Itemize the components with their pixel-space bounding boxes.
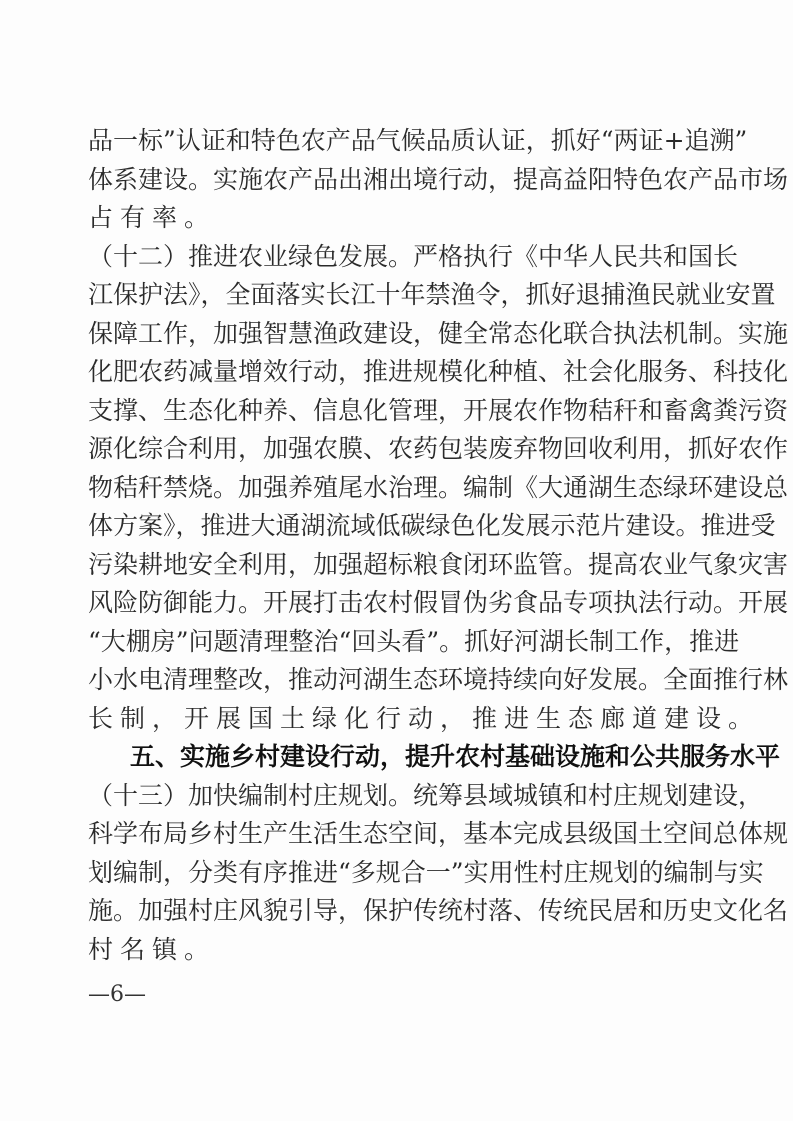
paragraph-line: 体方案》，推进大通湖流域低碳绿色化发展示范片建设。推进受: [88, 511, 776, 540]
paragraph-line: 保障工作，加强智慧渔政建设，健全常态化联合执法机制。实施: [88, 318, 789, 348]
paragraph-line: 划编制，分类有序推进“多规合一”实用性村庄规划的编制与实: [88, 857, 764, 887]
paragraph-line: 源化综合利用，加强农膜、农药包装废弃物回收利用，抓好农作: [88, 434, 789, 463]
section-heading: 五、实施乡村建设行动，提升农村基础设施和公共服务水平: [130, 742, 781, 771]
document-body: [88, 122, 789, 969]
paragraph-line: 品一标”认证和特色农产品气候品质认证，抓好“两证+追溯”: [88, 126, 748, 155]
paragraph-line: 江保护法》，全面落实长江十年禁渔令，抓好退捕渔民就业安置: [88, 280, 776, 309]
paragraph-line: 村名镇。: [88, 934, 217, 964]
paragraph-line: 物秸秆禁烧。加强养殖尾水治理。编制《大通湖生态绿环建设总: [88, 472, 789, 502]
paragraph-line: 小水电清理整改，推动河湖生态环境持续向好发展。全面推行林: [88, 665, 789, 694]
paragraph-line: 支撑、生态化种养、信息化管理，开展农作物秸秆和畜禽粪污资: [88, 395, 789, 425]
paragraph-line: 体系建设。实施农产品出湘出境行动，提高益阳特色农产品市场: [88, 164, 789, 194]
paragraph-line: 长制，开展国土绿化行动，推进生态廊道建设。: [88, 703, 761, 733]
paragraph-line: （十二）推进农业绿色发展。严格执行《中华人民共和国长: [88, 241, 739, 271]
paragraph-line: “大棚房”问题清理整治“回头看”。抓好河湖长制工作，推进: [88, 626, 740, 656]
paragraph-line: 施。加强村庄风貌引导，保护传统村落、传统民居和历史文化名: [88, 896, 789, 925]
paragraph-line: 科学布局乡村生产生活生态空间，基本完成县级国土空间总体规: [88, 819, 789, 848]
paragraph-line: （十三）加快编制村庄规划。统筹县域城镇和村庄规划建设，: [88, 780, 764, 810]
paragraph-line: 化肥农药减量增效行动，推进规模化种植、社会化服务、科技化: [88, 357, 789, 386]
page-number: —6—: [88, 982, 146, 1007]
paragraph-line: 污染耕地安全利用，加强超标粮食闭环监管。提高农业气象灾害: [88, 549, 789, 579]
paragraph-line: 风险防御能力。开展打击农村假冒伪劣食品专项执法行动。开展: [88, 588, 789, 617]
paragraph-line: 占有率。: [88, 203, 217, 232]
